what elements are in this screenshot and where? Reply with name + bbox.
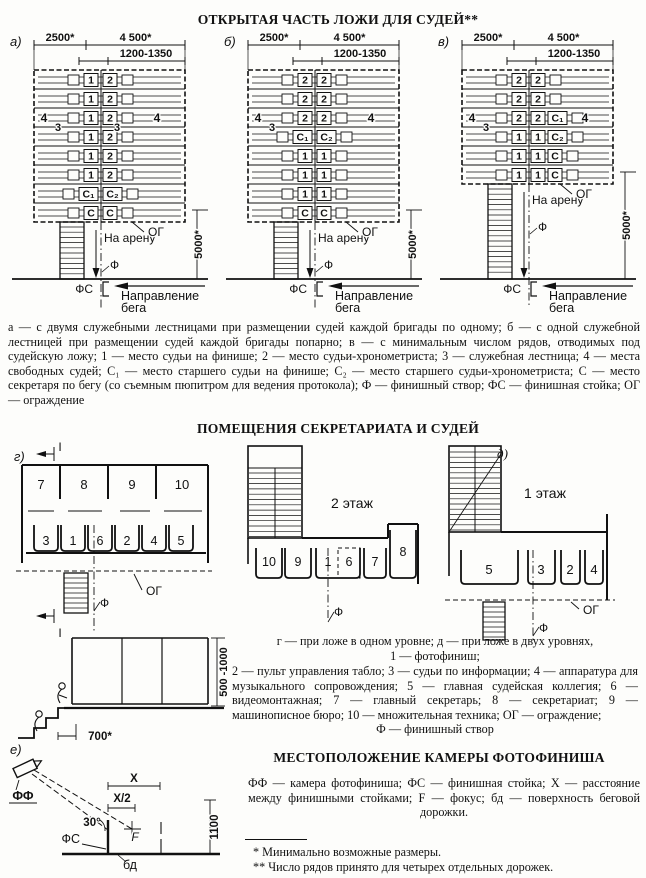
finish-line-label: Ф — [538, 220, 548, 234]
stall-label: 3 — [42, 534, 50, 548]
dim-2500: 2500* — [473, 32, 503, 44]
seat-diagram-v — [432, 30, 644, 314]
finish-post-label: ФС — [289, 282, 307, 296]
stall-label: 4 — [150, 534, 158, 548]
section2-caption-line3: Ф — финишный створ — [376, 722, 494, 736]
finish-line-label: Ф — [110, 258, 120, 272]
seat-cell: 2 — [107, 112, 113, 125]
seat-cell: 2 — [302, 112, 308, 125]
finish-post-label: ФС — [503, 282, 521, 296]
finish-post-label: ФС — [75, 282, 93, 296]
diagram-label: е) — [10, 742, 22, 757]
seat-cell: 2 — [535, 112, 541, 125]
seat-cell: 2 — [107, 93, 113, 106]
run-direction-label: Направление — [549, 289, 628, 303]
stall-label: 1 — [324, 555, 332, 569]
section2-caption-line2: 1 — фотофиниш; — [390, 649, 480, 663]
seat-cell: С — [551, 150, 559, 163]
finish-line-label: Ф — [100, 596, 110, 610]
seat-diagram-a — [4, 30, 216, 314]
free-judges-left: 4 — [254, 111, 262, 125]
plan-d-label: д) — [497, 446, 508, 461]
seat-cell: С — [106, 207, 114, 220]
focus-label: F — [131, 830, 139, 844]
seat-cell: 1 — [516, 150, 522, 163]
finish-line-label: Ф — [334, 605, 344, 619]
fence-label: ОГ — [146, 584, 162, 598]
seat-cell: 1 — [88, 93, 94, 106]
floor-name: 2 этаж — [331, 495, 373, 511]
seat-cell: 1 — [302, 188, 308, 201]
stair-label: 3 — [54, 122, 62, 134]
to-arena-label: На арену — [104, 231, 156, 245]
stall-label: 6 — [96, 534, 104, 548]
stair-label: 3 — [268, 122, 276, 134]
dim-1200-1350: 1200-1350 — [119, 48, 173, 60]
room-label: 8 — [80, 477, 88, 492]
seat-cell: 2 — [321, 112, 327, 125]
footnote-1: * Минимально возможные размеры. — [253, 845, 442, 859]
dim-4500: 4 500* — [547, 32, 580, 44]
stall-label: 2 — [123, 534, 131, 548]
seat-cell: 1 — [516, 169, 522, 182]
dim-1200-1350: 1200-1350 — [333, 48, 387, 60]
fence-label: ОГ — [362, 225, 378, 239]
floor2-svg — [240, 444, 445, 634]
stall-label: 10 — [262, 555, 276, 569]
seat-cell: 2 — [516, 112, 522, 125]
section3-title: МЕСТОПОЛОЖЕНИЕ КАМЕРЫ ФОТОФИНИША — [273, 750, 605, 765]
to-arena-label: На арену — [318, 231, 370, 245]
seat-cell: 1 — [88, 131, 94, 144]
free-judges-left: 4 — [40, 111, 48, 125]
seat-cell: 1 — [535, 150, 541, 163]
stair-label: 3 — [482, 122, 490, 134]
dim-2500: 2500* — [259, 32, 289, 44]
seat-cell: 1 — [535, 169, 541, 182]
section2-caption-body: 2 — пульт управления табло; 3 — судьи по информации; 4 — аппаратура для музыкального сопровождения; 5 — главная судейская коллегия; 6 — видеомонтажная; 7 — главный секретарь; 8 — секретариат; 9 — машинописное бюро; 10 — множительная техника; ОГ — ограждение; — [232, 664, 638, 722]
seat-cell: 1 — [88, 169, 94, 182]
footnote-rule — [245, 839, 307, 840]
to-arena-arrow — [521, 268, 528, 278]
run-direction-label2: бега — [121, 301, 147, 315]
dim-x-half: X/2 — [113, 793, 131, 805]
seat-cell: 2 — [302, 74, 308, 87]
fence-label: ОГ — [576, 187, 592, 201]
fence-label: ОГ — [148, 225, 164, 239]
fence-label: ОГ — [583, 603, 599, 617]
seat-diagram-b — [218, 30, 430, 314]
stall-label: 2 — [566, 562, 574, 577]
camera-diagram-svg — [4, 742, 242, 878]
seat-cell: С — [301, 207, 309, 220]
dim-5000: 5000* — [407, 230, 419, 259]
seat-cell: 2 — [107, 150, 113, 163]
seat-cell: 1 — [88, 112, 94, 125]
section2-caption-line1: г — при ложе в одном уровне; д — при ложе в двух уровнях, — [276, 634, 594, 648]
to-arena-label: На арену — [532, 193, 584, 207]
section3-body: ФФ — камера фотофиниша; ФС — финишная стойка; X — расстояние между финишными стойками; F — фокус; бд — поверхность беговой дорожки. — [248, 776, 640, 820]
dim-5000: 5000* — [193, 230, 205, 259]
footnote-2: ** Число рядов принято для четырех отдельных дорожек. — [253, 860, 554, 874]
seat-cell: 1 — [302, 169, 308, 182]
seat-cell: С — [87, 207, 95, 220]
svg-text:I: I — [58, 626, 62, 640]
angle-label: 30° — [83, 817, 101, 829]
seat-cell: 2 — [516, 74, 522, 87]
to-arena-arrow — [307, 268, 314, 278]
seat-cell: С₁ — [82, 188, 95, 201]
run-direction-label2: бега — [549, 301, 575, 315]
seat-cell: С₂ — [106, 188, 119, 201]
to-arena-arrow — [93, 268, 100, 278]
seat-cell: 1 — [516, 131, 522, 144]
seat-cell: 2 — [516, 93, 522, 106]
free-judges-right: 4 — [153, 111, 161, 125]
floor-name: 1 этаж — [524, 485, 566, 501]
section1-title: ОТКРЫТАЯ ЧАСТЬ ЛОЖИ ДЛЯ СУДЕЙ** — [197, 12, 479, 27]
stall-label: 9 — [294, 555, 302, 569]
dim-4500: 4 500* — [119, 32, 152, 44]
diagram-label: в) — [438, 34, 450, 49]
dim-4500: 4 500* — [333, 32, 366, 44]
plan-g-svg — [8, 441, 228, 653]
stall-label: 8 — [399, 545, 407, 559]
seat-cell: С — [320, 207, 328, 220]
seat-cell: 2 — [321, 74, 327, 87]
room-label: 9 — [128, 477, 136, 492]
run-direction-label: Направление — [335, 289, 414, 303]
dim-1100: 1100 — [209, 814, 221, 840]
stall-label: 3 — [537, 562, 545, 577]
dim-1200-1350: 1200-1350 — [547, 48, 601, 60]
free-judges-right: 4 — [367, 111, 375, 125]
free-judges-left: 4 — [468, 111, 476, 125]
seat-cell: 1 — [321, 188, 327, 201]
dim-700: 700* — [88, 731, 112, 743]
finish-post-label: ФС — [61, 832, 80, 846]
section-view-svg — [12, 628, 240, 760]
seat-cell: С₁ — [551, 112, 564, 125]
room-label: 10 — [174, 477, 190, 492]
diagram-label: б) — [224, 34, 236, 49]
seat-cell: С — [551, 169, 559, 182]
finish-line-label: Ф — [539, 621, 549, 635]
dim-x: X — [130, 773, 138, 785]
seat-cell: 1 — [321, 150, 327, 163]
camera-label: ФФ — [12, 789, 34, 803]
run-direction-label2: бега — [335, 301, 361, 315]
seat-cell: 1 — [321, 169, 327, 182]
room-label: 7 — [37, 477, 45, 492]
seat-cell: С₂ — [320, 131, 333, 144]
section1-caption: а — с двумя служебными лестницами при размещении судей каждой бригады по одному; б — с одной служебной лестницей при размещении судей каждой бригады попарно; в — с минимальным числом рядов, отводимых под судейскую ложу; 1 — место судьи на финише; 2 — место судьи-хронометриста; 3 — служебная лестница; 4 — места свободных судей; С₁ — место старшего судьи на финише; С₂ — место старшего судьи-хронометриста; С — место секретаря по бегу (со съемным пюпитром для ведения протокола); Ф — финишный створ; ФС — финишная стойка; ОГ — ограждение — [8, 320, 640, 407]
seat-cell: 2 — [107, 169, 113, 182]
stall-label: 5 — [485, 562, 493, 577]
seat-cell: 1 — [535, 131, 541, 144]
stair-label: 3 — [113, 122, 121, 134]
stall-label: 6 — [345, 555, 353, 569]
section2-title: ПОМЕЩЕНИЯ СЕКРЕТАРИАТА И СУДЕЙ — [196, 421, 480, 436]
free-judges-right: 4 — [581, 111, 589, 125]
stall-label: 5 — [177, 534, 185, 548]
finish-line-label: Ф — [324, 258, 334, 272]
seat-cell: 2 — [107, 74, 113, 87]
seat-cell: 1 — [88, 150, 94, 163]
dim-5000: 5000* — [621, 211, 633, 240]
seat-cell: 1 — [302, 150, 308, 163]
seat-cell: 1 — [88, 74, 94, 87]
stall-label: 7 — [371, 555, 379, 569]
seat-cell: 2 — [535, 74, 541, 87]
run-direction-label: Направление — [121, 289, 200, 303]
svg-text:г): г) — [14, 449, 25, 464]
seat-cell: 2 — [535, 93, 541, 106]
dim-500-1000: 500 -1000 — [218, 647, 230, 697]
floor1-svg — [443, 444, 643, 662]
diagram-label: а) — [10, 34, 22, 49]
seat-cell: С₁ — [296, 131, 309, 144]
stall-label: 4 — [590, 562, 598, 577]
stall-label: 1 — [69, 534, 77, 548]
track-surface-label: бд — [123, 858, 137, 872]
seat-cell: С₂ — [551, 131, 564, 144]
seat-cell: 2 — [302, 93, 308, 106]
seat-cell: 2 — [321, 93, 327, 106]
seat-cell: 2 — [107, 131, 113, 144]
svg-text:I: I — [58, 440, 62, 454]
dim-2500: 2500* — [45, 32, 75, 44]
